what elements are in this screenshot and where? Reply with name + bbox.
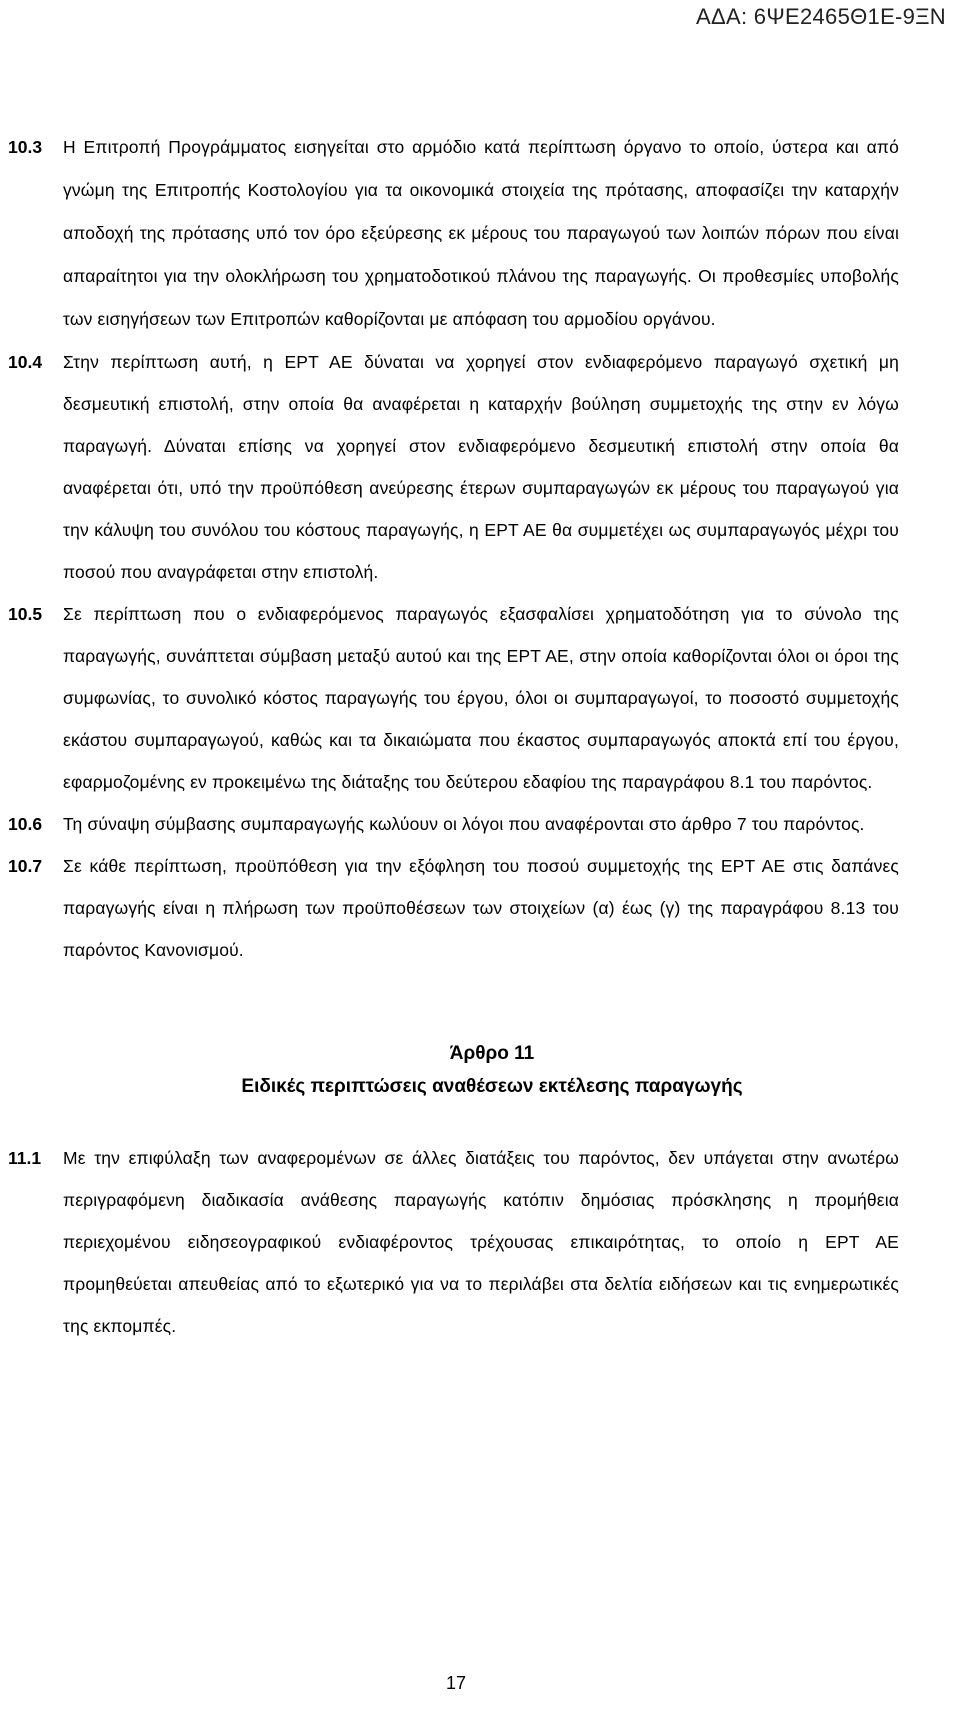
- article-heading: [0, 1037, 960, 1103]
- document-body: [0, 126, 960, 1347]
- paragraph-number: 11.1: [8, 1148, 42, 1168]
- paragraph-text: Η Επιτροπή Προγράμματος εισηγείται στο αρμόδιο κατά περίπτωση όργανο το οποίο, ύστερα και από γνώμη της Επιτροπής Κοστολογίου για τα οικονομικά στοιχεία της πρότασης, αποφασίζει την καταρχήν αποδοχή της πρότασης υπό τον όρο εξεύρεσης εκ μέρους του παραγωγού των λοιπών πόρων που είναι απαραίτητοι για την ολοκλήρωση του χρηματοδοτικού πλάνου της παραγωγής. Οι προθεσμίες υποβολής των εισηγήσεων των Επιτροπών καθορίζονται με απόφαση του αρμοδίου οργάνου.: [63, 137, 899, 329]
- paragraph-number: 10.3: [8, 137, 43, 157]
- paragraph-10-7: [0, 845, 960, 971]
- article-title: Άρθρο 11: [449, 1043, 535, 1064]
- paragraph-number: 10.5: [8, 604, 43, 624]
- page-number: 17: [445, 1673, 467, 1693]
- paragraph-text: Σε κάθε περίπτωση, προϋπόθεση για την εξόφληση του ποσού συμμετοχής της ΕΡΤ ΑΕ στις δαπάνες παραγωγής είναι η πλήρωση των προϋποθέσεων των στοιχείων (α) έως (γ) της παραγράφου 8.13 του παρόντος Κανονισμού.: [63, 856, 899, 960]
- article-subtitle: Ειδικές περιπτώσεις αναθέσεων εκτέλεσης παραγωγής: [241, 1076, 743, 1097]
- paragraph-number: 10.7: [8, 856, 43, 876]
- paragraph-text: Στην περίπτωση αυτή, η ΕΡΤ ΑΕ δύναται να χορηγεί στον ενδιαφερόμενο παραγωγό σχετική μη δεσμευτική επιστολή, στην οποία θα αναφέρεται η καταρχήν βούληση συμμετοχής της στην εν λόγω παραγωγή. Δύναται επίσης να χορηγεί στον ενδιαφερόμενο δεσμευτική επιστολή στην οποία θα αναφέρεται ότι, υπό την προϋπόθεση ανεύρεσης έτερων συμπαραγωγών εκ μέρους του παραγωγού για την κάλυψη του συνόλου του κόστους παραγωγής, η ΕΡΤ ΑΕ θα συμμετέχει ως συμπαραγωγός μέχρι του ποσού που αναγράφεται στην επιστολή.: [63, 352, 899, 582]
- ada-code: ΑΔΑ: 6ΨΕ2465Θ1Ε-9ΞΝ: [696, 4, 946, 29]
- paragraph-number: 10.6: [8, 814, 43, 834]
- paragraph-text: Σε περίπτωση που ο ενδιαφερόμενος παραγωγός εξασφαλίσει χρηματοδότηση για το σύνολο της παραγωγής, συνάπτεται σύμβαση μεταξύ αυτού και της ΕΡΤ ΑΕ, στην οποία καθορίζονται όλοι οι όροι της συμφωνίας, το συνολικό κόστος παραγωγής του έργου, όλοι οι συμπαραγωγοί, το ποσοστό συμμετοχής εκάστου συμπαραγωγού, καθώς και τα δικαιώματα που έκαστος συμπαραγωγός αποκτά επί του έργου, εφαρμοζομένης εν προκειμένω της διάταξης του δεύτερου εδαφίου της παραγράφου 8.1 του παρόντος.: [63, 604, 899, 792]
- paragraph-text: Τη σύναψη σύμβασης συμπαραγωγής κωλύουν οι λόγοι που αναφέρονται στο άρθρο 7 του παρόντος.: [63, 814, 865, 834]
- paragraph-text: Με την επιφύλαξη των αναφερομένων σε άλλες διατάξεις του παρόντος, δεν υπάγεται στην ανωτέρω περιγραφόμενη διαδικασία ανάθεσης παραγωγής κατόπιν δημόσιας πρόσκλησης η προμήθεια περιεχομένου ειδησεογραφικού ενδιαφέροντος τρέχουσας επικαιρότητας, το οποίο η ΕΡΤ ΑΕ προμηθεύεται απευθείας από το εξωτερικό για να το περιλάβει στα δελτία ειδήσεων και τις ενημερωτικές της εκπομπές.: [63, 1148, 899, 1336]
- paragraph-11-1: [0, 1137, 960, 1347]
- paragraph-10-4: [0, 341, 960, 593]
- paragraph-10-6: [0, 803, 960, 845]
- paragraph-10-3: [0, 126, 960, 341]
- paragraph-number: 10.4: [8, 352, 43, 372]
- paragraph-10-5: [0, 593, 960, 803]
